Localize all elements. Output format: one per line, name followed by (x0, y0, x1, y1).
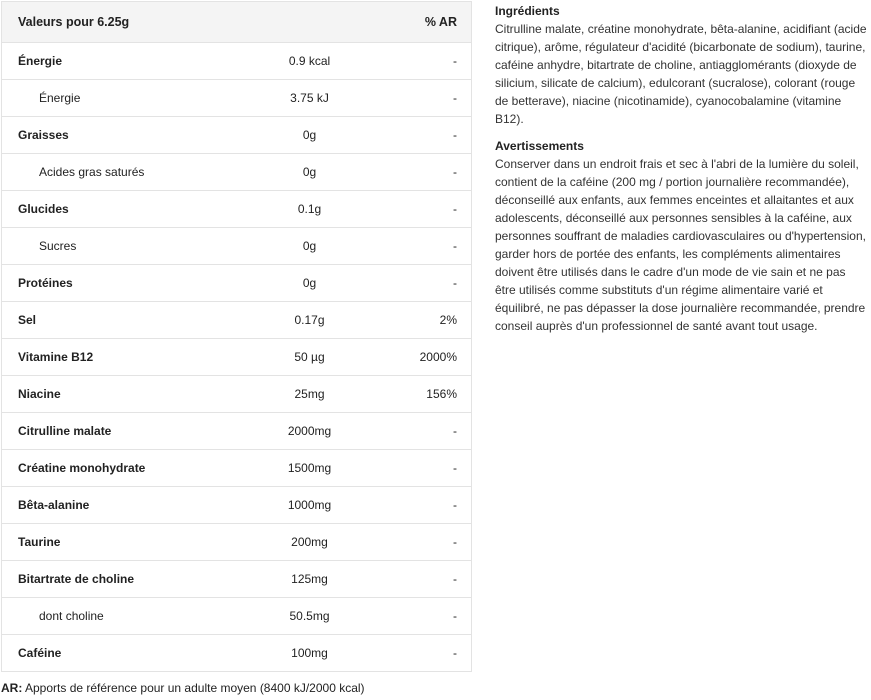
table-row (2, 117, 471, 154)
nutrient-ar: - (453, 572, 457, 586)
table-row (2, 561, 471, 598)
nutrient-label: Sucres (39, 239, 77, 253)
nutrient-label: Caféine (18, 646, 62, 660)
nutrient-label: Créatine monohydrate (18, 461, 146, 475)
nutrient-label: Citrulline malate (18, 424, 112, 438)
table-row (2, 450, 471, 487)
footnote-key: AR: (1, 681, 23, 695)
nutrient-value: 50.5mg (289, 609, 330, 623)
nutrient-value: 50 µg (294, 350, 325, 364)
nutrient-label: Graisses (18, 128, 69, 142)
nutrient-label: Vitamine B12 (18, 350, 94, 364)
nutrient-ar: - (453, 646, 457, 660)
nutrient-ar: 156% (426, 387, 457, 401)
nutrient-ar: - (453, 498, 457, 512)
nutrient-label: Énergie (39, 91, 81, 105)
nutrient-value: 100mg (291, 646, 328, 660)
ingredients-title: Ingrédients (495, 4, 560, 18)
nutrient-value: 25mg (294, 387, 325, 401)
footnote-text: Apports de référence pour un adulte moyen (8400 kJ/2000 kcal) (22, 681, 365, 695)
nutrient-ar: - (453, 461, 457, 475)
nutrient-ar: - (453, 424, 457, 438)
nutrient-value: 0g (302, 128, 317, 142)
nutrient-label: Énergie (18, 54, 63, 68)
table-row (2, 154, 471, 191)
warnings-title: Avertissements (495, 139, 584, 153)
nutrient-label: Sel (18, 313, 37, 327)
table-row (2, 524, 471, 561)
table-row (2, 635, 471, 672)
nutrient-value: 0g (302, 276, 317, 290)
nutrient-ar: - (453, 276, 457, 290)
nutrition-rows (2, 43, 471, 672)
nutrient-ar: - (453, 54, 457, 68)
nutrient-value: 0.1g (297, 202, 322, 216)
nutrient-ar: - (453, 535, 457, 549)
nutrient-value: 3.75 kJ (290, 91, 329, 105)
nutrient-value: 1500mg (287, 461, 332, 475)
nutrient-label: Niacine (18, 387, 61, 401)
nutrient-value: 0.17g (294, 313, 325, 327)
nutrient-label: Glucides (18, 202, 69, 216)
header-serving-label: Valeurs pour 6.25g (18, 15, 130, 29)
nutrition-table (1, 1, 472, 672)
ingredients-text: Citrulline malate, créatine monohydrate, bêta-alanine, acidifiant (acide citrique), arôme, régulateur d'acidité (bicarbonate de sodium), taurine, caféine anhydre, bitartrate de choline, antiagglomérants (dioxyde de silicium, silicate de calcium), edulcorant (sucralose), colorant (rouge de betterave), niacine (nicotinamide), cyanocobalamine (vitamine B12). (495, 22, 867, 126)
header-ar-label: % AR (424, 15, 457, 29)
table-row (2, 228, 471, 265)
nutrient-value: 200mg (291, 535, 328, 549)
nutrient-ar: - (453, 128, 457, 142)
nutrient-label: Bitartrate de choline (18, 572, 135, 586)
table-row (2, 265, 471, 302)
nutrient-value: 0g (302, 165, 317, 179)
nutrient-value: 0.9 kcal (288, 54, 331, 68)
table-row (2, 43, 471, 80)
nutrient-ar: - (453, 609, 457, 623)
nutrient-label: Protéines (18, 276, 73, 290)
nutrient-ar: 2% (439, 313, 457, 327)
nutrient-ar: - (453, 165, 457, 179)
nutrition-table-header (2, 1, 471, 43)
table-row (2, 598, 471, 635)
nutrient-label: Acides gras saturés (39, 165, 145, 179)
table-row (2, 339, 471, 376)
nutrient-value: 0g (302, 239, 317, 253)
nutrient-ar: 2000% (419, 350, 457, 364)
table-row (2, 80, 471, 117)
table-row (2, 191, 471, 228)
nutrient-label: dont choline (39, 609, 104, 623)
nutrient-value: 125mg (291, 572, 328, 586)
warnings-text: Conserver dans un endroit frais et sec à l'abri de la lumière du soleil, contient de la caféine (200 mg / portion journalière recommandée), déconseillé aux enfants, aux femmes enceintes et allaitantes et aux adolescents, déconseillé aux personnes sensibles à la caféine, aux personnes souffrant de maladies cardiovasculaires ou d'hypertension, garder hors de portée des enfants, les compléments alimentaires doivent être utilisés dans le cadre d'un mode de vie sain et ne pas être utilisés comme substituts d'un régime alimentaire varié et équilibré, ne pas dépasser la dose journalière recommandée, prendre conseil auprès d'un professionnel de santé avant tout usage. (495, 157, 866, 333)
table-row (2, 302, 471, 339)
ar-footnote (1, 681, 365, 695)
product-info (495, 2, 867, 344)
nutrient-value: 1000mg (287, 498, 332, 512)
nutrient-ar: - (453, 239, 457, 253)
nutrient-ar: - (453, 91, 457, 105)
table-row (2, 376, 471, 413)
table-row (2, 487, 471, 524)
nutrient-label: Taurine (18, 535, 61, 549)
nutrient-ar: - (453, 202, 457, 216)
table-row (2, 413, 471, 450)
nutrient-label: Bêta-alanine (18, 498, 90, 512)
nutrient-value: 2000mg (287, 424, 332, 438)
